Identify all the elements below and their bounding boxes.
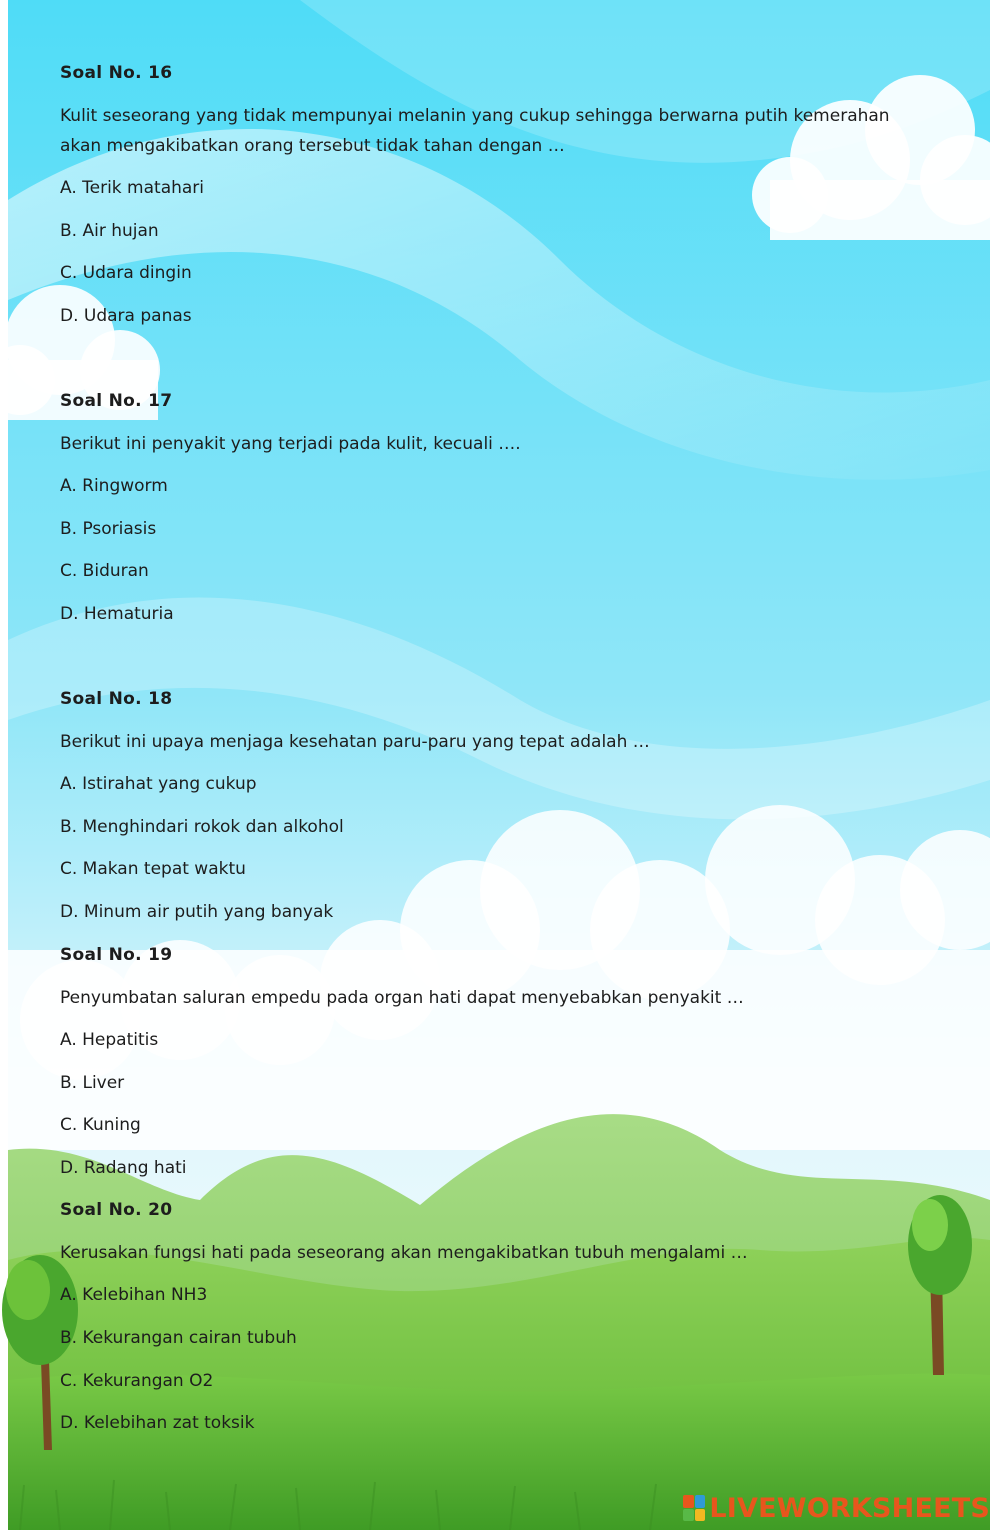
liveworksheets-logo[interactable] xyxy=(683,1492,990,1524)
question-17-option-d[interactable]: D. Hematuria xyxy=(60,604,174,624)
question-16-heading: Soal No. 16 xyxy=(60,63,173,83)
question-19-text: Penyumbatan saluran empedu pada organ hati dapat menyebabkan penyakit … xyxy=(60,988,744,1008)
question-16-option-a[interactable]: A. Terik matahari xyxy=(60,178,205,198)
question-18-option-d[interactable]: D. Minum air putih yang banyak xyxy=(60,902,334,922)
question-18-option-c[interactable]: C. Makan tepat waktu xyxy=(60,859,246,879)
question-18-text: Berikut ini upaya menjaga kesehatan paru-paru yang tepat adalah … xyxy=(60,732,650,752)
question-16-option-d[interactable]: D. Udara panas xyxy=(60,306,192,326)
question-18-option-b[interactable]: B. Menghindari rokok dan alkohol xyxy=(60,817,344,837)
question-17-text: Berikut ini penyakit yang terjadi pada kulit, kecuali …. xyxy=(60,434,521,454)
question-16-option-b[interactable]: B. Air hujan xyxy=(60,221,159,241)
question-19-option-d[interactable]: D. Radang hati xyxy=(60,1158,187,1178)
question-20-option-c[interactable]: C. Kekurangan O2 xyxy=(60,1371,214,1391)
liveworksheets-logo-icon xyxy=(683,1495,705,1521)
question-19-option-b[interactable]: B. Liver xyxy=(60,1073,125,1093)
question-19-option-a[interactable]: A. Hepatitis xyxy=(60,1030,159,1050)
question-17-option-a[interactable]: A. Ringworm xyxy=(60,476,168,496)
question-20-option-a[interactable]: A. Kelebihan NH3 xyxy=(60,1285,208,1305)
question-19-option-c[interactable]: C. Kuning xyxy=(60,1115,141,1135)
question-18-heading: Soal No. 18 xyxy=(60,689,173,709)
question-20-text: Kerusakan fungsi hati pada seseorang akan mengakibatkan tubuh mengalami … xyxy=(60,1243,748,1263)
question-17-option-b[interactable]: B. Psoriasis xyxy=(60,519,157,539)
question-16-text: Kulit seseorang yang tidak mempunyai melanin yang cukup sehingga berwarna putih kemerahan akan mengakibatkan orang tersebut tidak tahan dengan … xyxy=(60,106,890,156)
question-20-heading: Soal No. 20 xyxy=(60,1200,173,1220)
question-17-heading: Soal No. 17 xyxy=(60,391,173,411)
liveworksheets-logo-text: LIVEWORKSHEETS xyxy=(709,1492,990,1524)
question-20-option-b[interactable]: B. Kekurangan cairan tubuh xyxy=(60,1328,297,1348)
question-16-option-c[interactable]: C. Udara dingin xyxy=(60,263,192,283)
question-20-option-d[interactable]: D. Kelebihan zat toksik xyxy=(60,1413,255,1433)
question-19-heading: Soal No. 19 xyxy=(60,945,173,965)
question-18-option-a[interactable]: A. Istirahat yang cukup xyxy=(60,774,257,794)
question-17-option-c[interactable]: C. Biduran xyxy=(60,561,149,581)
